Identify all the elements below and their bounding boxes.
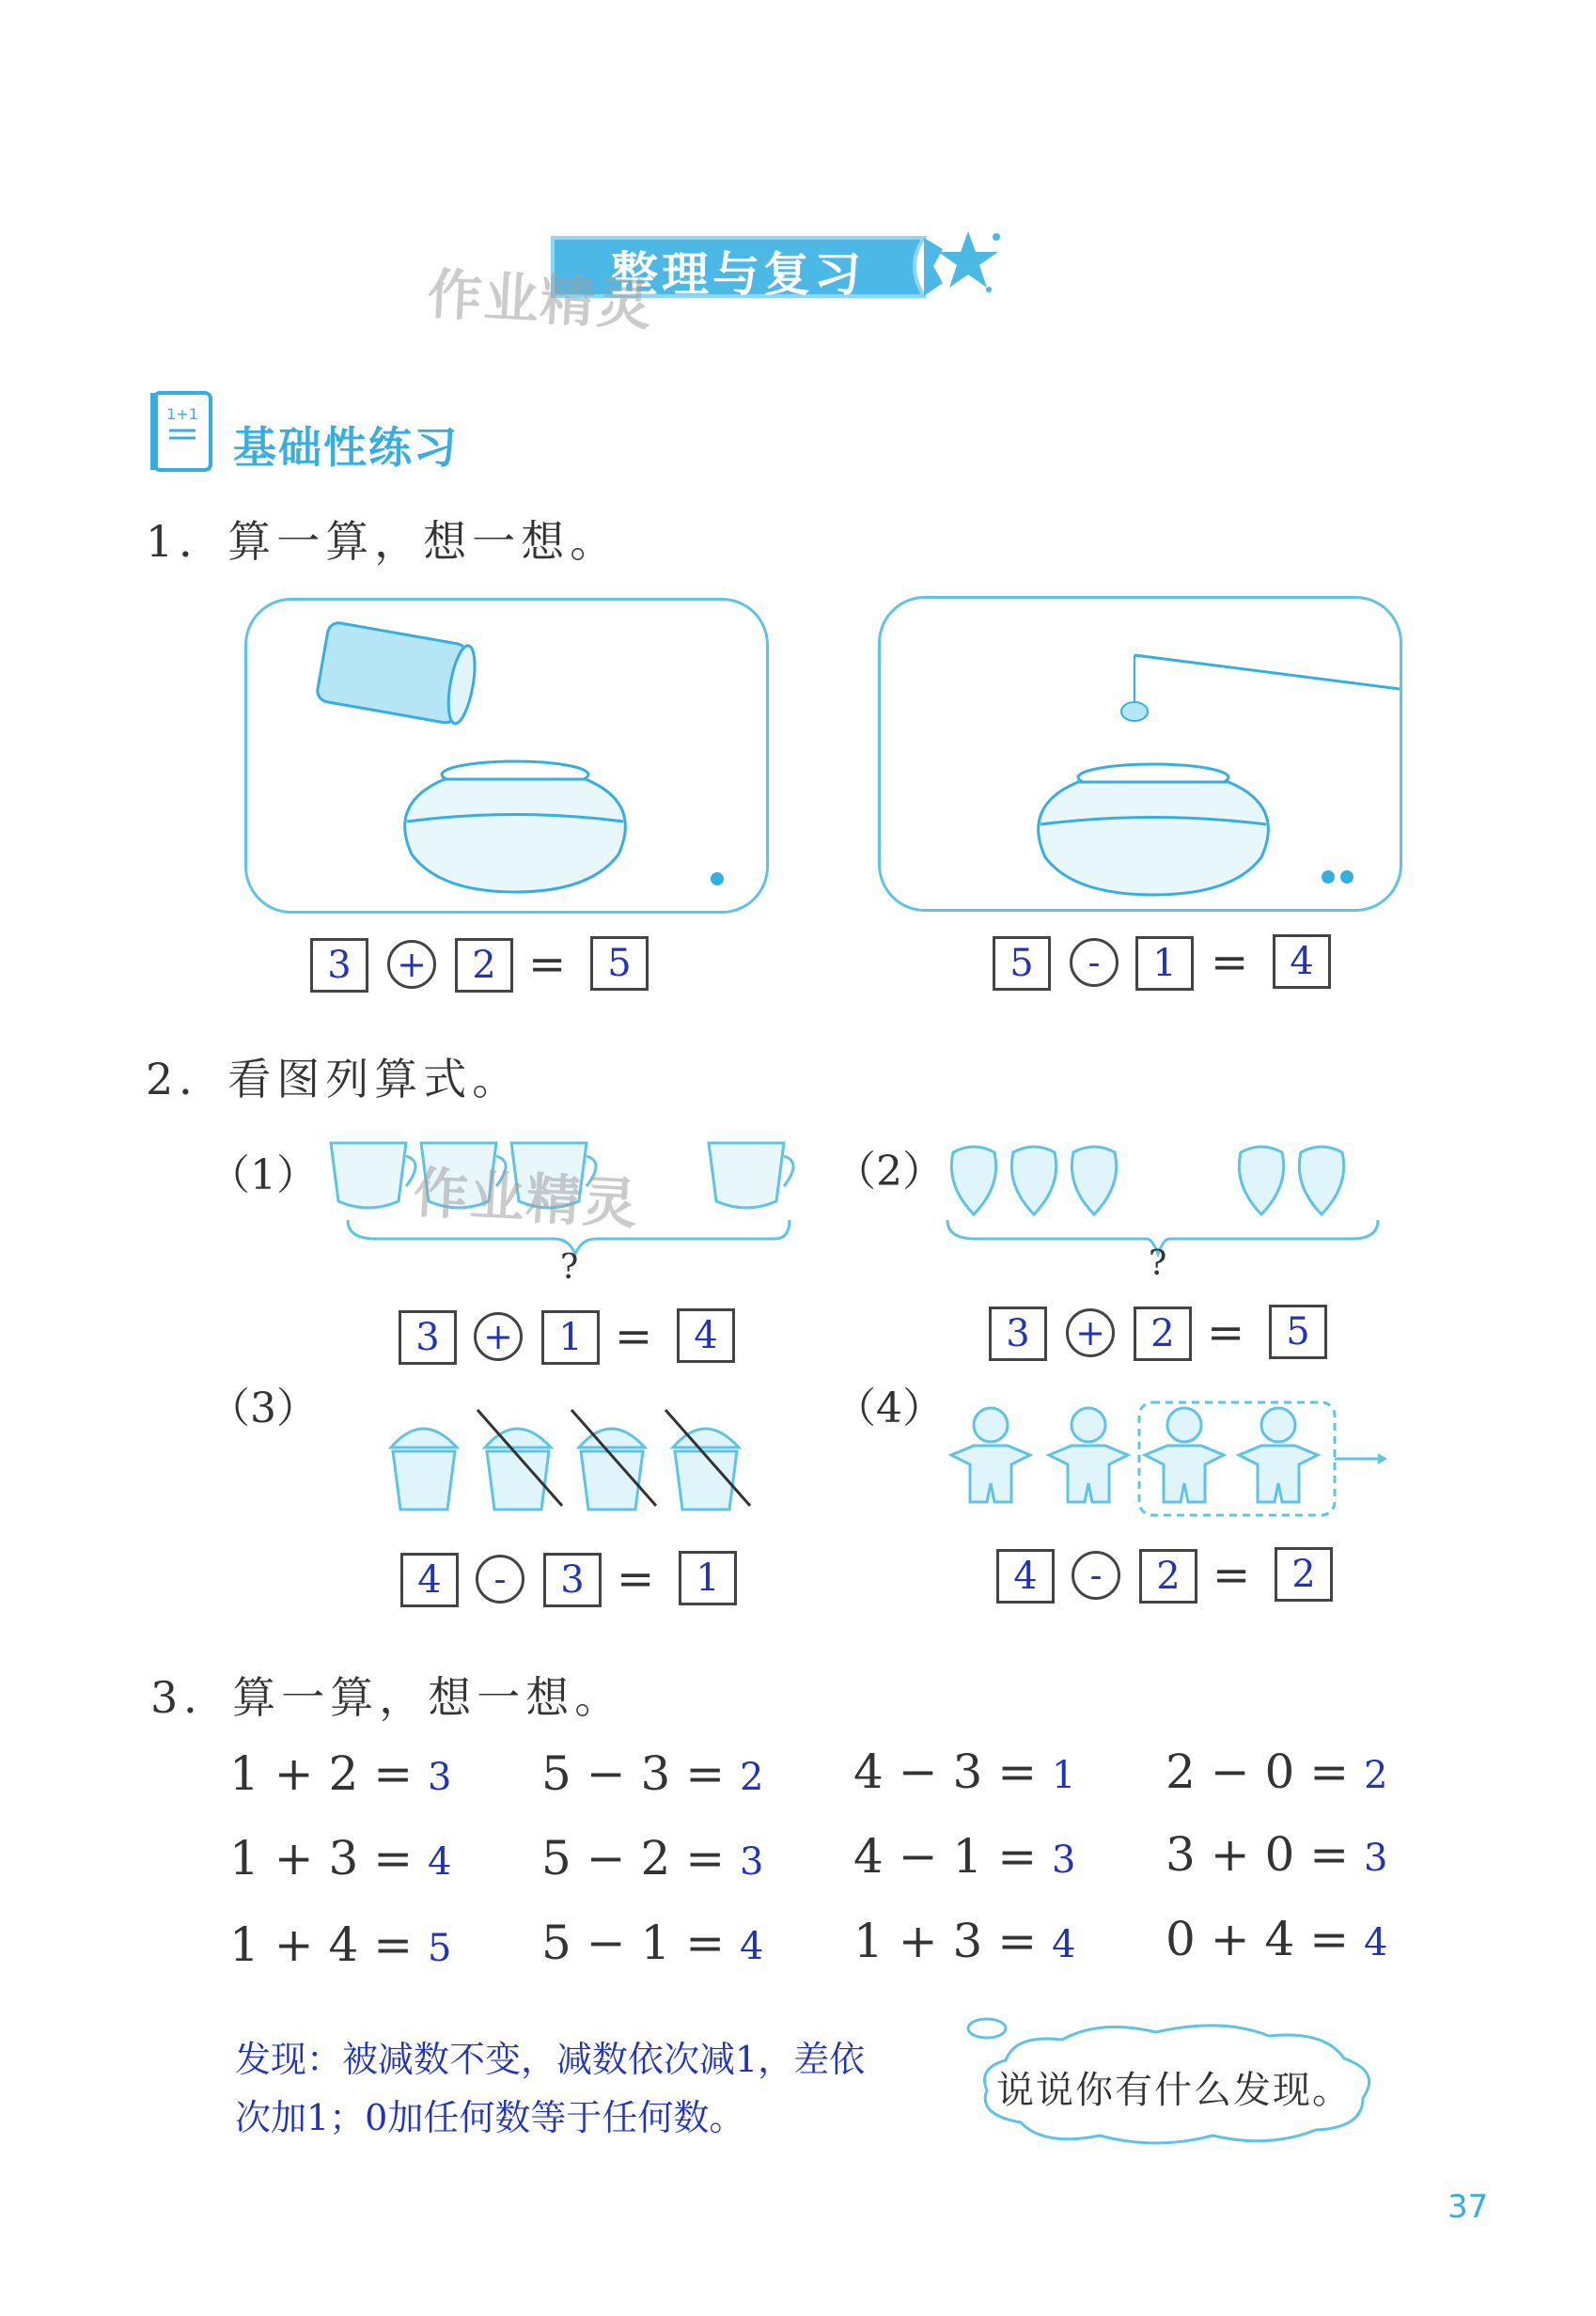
sub-question-number: （2） <box>835 1148 944 1196</box>
equation-item: 1 + 4 = 5 <box>229 1917 452 1972</box>
question-3-label: 3．算一算，想一想。 <box>150 1672 624 1723</box>
answer-box[interactable]: 4 <box>677 1308 735 1363</box>
answer[interactable]: 3 <box>740 1840 764 1884</box>
answer-note-line-1[interactable]: 发现：被减数不变，减数依次减1，差依 <box>235 2039 866 2080</box>
equals-sign: = <box>617 1553 655 1605</box>
notebook-icon <box>149 389 216 474</box>
equation-item: 4 − 1 = 3 <box>853 1829 1076 1884</box>
operator-circle[interactable]: - <box>1072 1551 1120 1600</box>
fish-pour-illustration <box>247 601 766 911</box>
section-title: 基础性练习 <box>233 422 459 473</box>
answer-box[interactable]: 5 <box>1269 1305 1327 1359</box>
watermark: 作业精灵 <box>412 1160 641 1237</box>
fish-catch-illustration <box>881 599 1400 909</box>
answer[interactable]: 3 <box>1364 1837 1388 1880</box>
answer-box[interactable]: 3 <box>543 1553 602 1607</box>
answer-box[interactable]: 1 <box>679 1551 737 1605</box>
equation-item: 1 + 3 = 4 <box>229 1831 452 1886</box>
operator-circle[interactable]: - <box>476 1555 524 1604</box>
answer-box[interactable]: 4 <box>1273 934 1331 989</box>
equals-sign: = <box>615 1310 653 1363</box>
equation-item: 2 − 0 = 2 <box>1166 1745 1388 1799</box>
equation-item: 1 + 3 = 4 <box>853 1914 1076 1968</box>
equation-item: 0 + 4 = 4 <box>1166 1912 1388 1966</box>
answer-box[interactable]: 4 <box>400 1553 459 1607</box>
equation-item: 5 − 2 = 3 <box>541 1831 764 1886</box>
q1-left-panel <box>244 598 769 914</box>
q1-right-panel <box>878 596 1402 912</box>
equation-item: 1 + 2 = 3 <box>229 1746 452 1801</box>
equation-item: 3 + 0 = 3 <box>1166 1827 1388 1882</box>
page-number: 37 <box>1447 2188 1489 2226</box>
answer-box[interactable]: 5 <box>590 936 649 991</box>
equals-sign: = <box>1213 1549 1251 1602</box>
equals-sign: = <box>528 938 567 991</box>
equation-item: 5 − 1 = 4 <box>541 1916 764 1970</box>
answer-box[interactable]: 3 <box>399 1310 457 1365</box>
answer-box[interactable]: 2 <box>1139 1549 1197 1604</box>
answer[interactable]: 3 <box>428 1756 452 1799</box>
watermark: 作业精灵 <box>426 261 655 338</box>
sub-question-number: （1） <box>209 1151 318 1199</box>
operator-circle[interactable]: + <box>474 1312 523 1361</box>
operator-circle[interactable]: + <box>387 940 436 989</box>
operator-circle[interactable]: + <box>1066 1308 1115 1357</box>
page-title: 整理与复习 <box>611 247 865 302</box>
answer-box[interactable]: 2 <box>1134 1307 1192 1361</box>
equation-item: 5 − 3 = 2 <box>541 1746 764 1801</box>
answer[interactable]: 4 <box>740 1925 764 1968</box>
answer-box[interactable]: 3 <box>989 1307 1047 1361</box>
answer[interactable]: 2 <box>740 1756 764 1799</box>
answer[interactable]: 2 <box>1364 1754 1388 1797</box>
answer[interactable]: 4 <box>428 1840 452 1884</box>
question-1-label: 1．算一算，想一想。 <box>146 516 619 567</box>
equation-item: 4 − 3 = 1 <box>853 1745 1076 1799</box>
svg-text:1+1: 1+1 <box>166 405 198 423</box>
answer-box[interactable]: 5 <box>993 936 1051 991</box>
answer-box[interactable]: 4 <box>996 1549 1055 1604</box>
answer-box[interactable]: 2 <box>455 938 513 993</box>
cupcakes-illustration <box>376 1401 771 1523</box>
star-icon <box>931 224 1006 299</box>
answer-box[interactable]: 1 <box>541 1310 600 1365</box>
gingerbread-illustration <box>946 1399 1387 1521</box>
answer[interactable]: 5 <box>428 1927 452 1970</box>
answer[interactable]: 4 <box>1364 1921 1388 1964</box>
question-2-label: 2．看图列算式。 <box>146 1054 522 1104</box>
sub-question-number: （3） <box>209 1385 318 1432</box>
total-question-mark: ? <box>560 1248 579 1287</box>
answer[interactable]: 3 <box>1052 1839 1076 1882</box>
equals-sign: = <box>1211 936 1249 989</box>
answer-box[interactable]: 2 <box>1275 1547 1333 1602</box>
bubble-prompt: 说说你有什么发现。 <box>996 2069 1352 2112</box>
answer-box[interactable]: 1 <box>1135 936 1194 991</box>
answer[interactable]: 1 <box>1052 1754 1076 1797</box>
answer[interactable]: 4 <box>1052 1923 1076 1966</box>
total-question-mark: ? <box>1149 1244 1167 1283</box>
operator-circle[interactable]: - <box>1070 938 1119 987</box>
answer-note-line-2[interactable]: 次加1；0加任何数等于任何数。 <box>235 2097 745 2138</box>
answer-box[interactable]: 3 <box>310 938 368 993</box>
sub-question-number: （4） <box>835 1385 944 1432</box>
equals-sign: = <box>1207 1307 1245 1359</box>
